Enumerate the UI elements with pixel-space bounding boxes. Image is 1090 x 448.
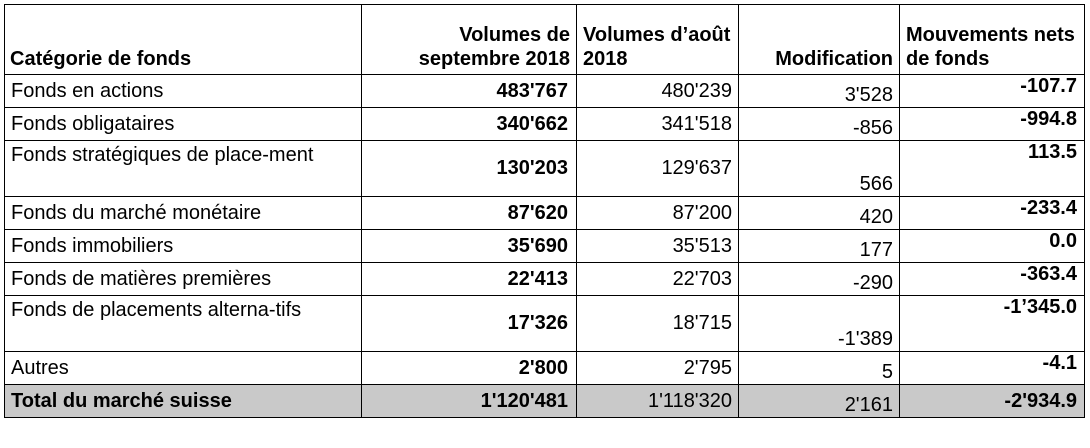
net-flows-cell: -363.4 — [900, 263, 1085, 296]
category-cell: Fonds obligataires — [5, 108, 362, 141]
modification-cell: -856 — [739, 108, 900, 141]
category-cell: Fonds stratégiques de place-ment — [5, 141, 362, 197]
volume-august-cell: 87'200 — [577, 197, 739, 230]
net-flows-cell: 113.5 — [900, 141, 1085, 197]
category-cell: Fonds en actions — [5, 75, 362, 108]
category-cell: Fonds de matières premières — [5, 263, 362, 296]
table-row — [5, 108, 1085, 141]
net-flows-cell: -994.8 — [900, 108, 1085, 141]
total-volume-august: 1'118'320 — [577, 385, 739, 418]
table-row — [5, 75, 1085, 108]
header-volumes-august: Volumes d’août 2018 — [577, 5, 739, 75]
modification-cell: 3'528 — [739, 75, 900, 108]
volume-august-cell: 35'513 — [577, 230, 739, 263]
total-volume-september: 1'120'481 — [362, 385, 577, 418]
volume-august-cell: 18'715 — [577, 296, 739, 352]
volume-september-cell: 2'800 — [362, 352, 577, 385]
volume-august-cell: 341'518 — [577, 108, 739, 141]
volume-september-cell: 130'203 — [362, 141, 577, 197]
header-volumes-september: Volumes de septembre 2018 — [362, 5, 577, 75]
header-modification: Modification — [739, 5, 900, 75]
net-flows-cell: 0.0 — [900, 230, 1085, 263]
modification-cell: 566 — [739, 141, 900, 197]
category-cell: Fonds de placements alterna-tifs — [5, 296, 362, 352]
total-net-flows: -2'934.9 — [900, 385, 1085, 418]
net-flows-cell: -4.1 — [900, 352, 1085, 385]
modification-cell: 177 — [739, 230, 900, 263]
total-row — [5, 385, 1085, 418]
modification-cell: 420 — [739, 197, 900, 230]
volume-september-cell: 22'413 — [362, 263, 577, 296]
table-row — [5, 263, 1085, 296]
net-flows-cell: -107.7 — [900, 75, 1085, 108]
table-header-row — [5, 5, 1085, 75]
volume-august-cell: 480'239 — [577, 75, 739, 108]
modification-cell: -1'389 — [739, 296, 900, 352]
table-row — [5, 352, 1085, 385]
header-net-flows: Mouvements nets de fonds — [900, 5, 1085, 75]
category-cell: Fonds immobiliers — [5, 230, 362, 263]
category-cell: Fonds du marché monétaire — [5, 197, 362, 230]
volume-september-cell: 35'690 — [362, 230, 577, 263]
volume-september-cell: 483'767 — [362, 75, 577, 108]
volume-august-cell: 129'637 — [577, 141, 739, 197]
volume-september-cell: 87'620 — [362, 197, 577, 230]
volume-august-cell: 22'703 — [577, 263, 739, 296]
volume-september-cell: 340'662 — [362, 108, 577, 141]
net-flows-cell: -233.4 — [900, 197, 1085, 230]
header-category: Catégorie de fonds — [5, 5, 362, 75]
fund-volumes-table — [4, 4, 1085, 418]
net-flows-cell: -1’345.0 — [900, 296, 1085, 352]
modification-cell: 5 — [739, 352, 900, 385]
table-row — [5, 197, 1085, 230]
volume-august-cell: 2'795 — [577, 352, 739, 385]
table-row — [5, 141, 1085, 197]
category-cell: Autres — [5, 352, 362, 385]
table-row — [5, 230, 1085, 263]
volume-september-cell: 17'326 — [362, 296, 577, 352]
modification-cell: -290 — [739, 263, 900, 296]
table-row — [5, 296, 1085, 352]
total-label: Total du marché suisse — [5, 385, 362, 418]
total-modification: 2'161 — [739, 385, 900, 418]
